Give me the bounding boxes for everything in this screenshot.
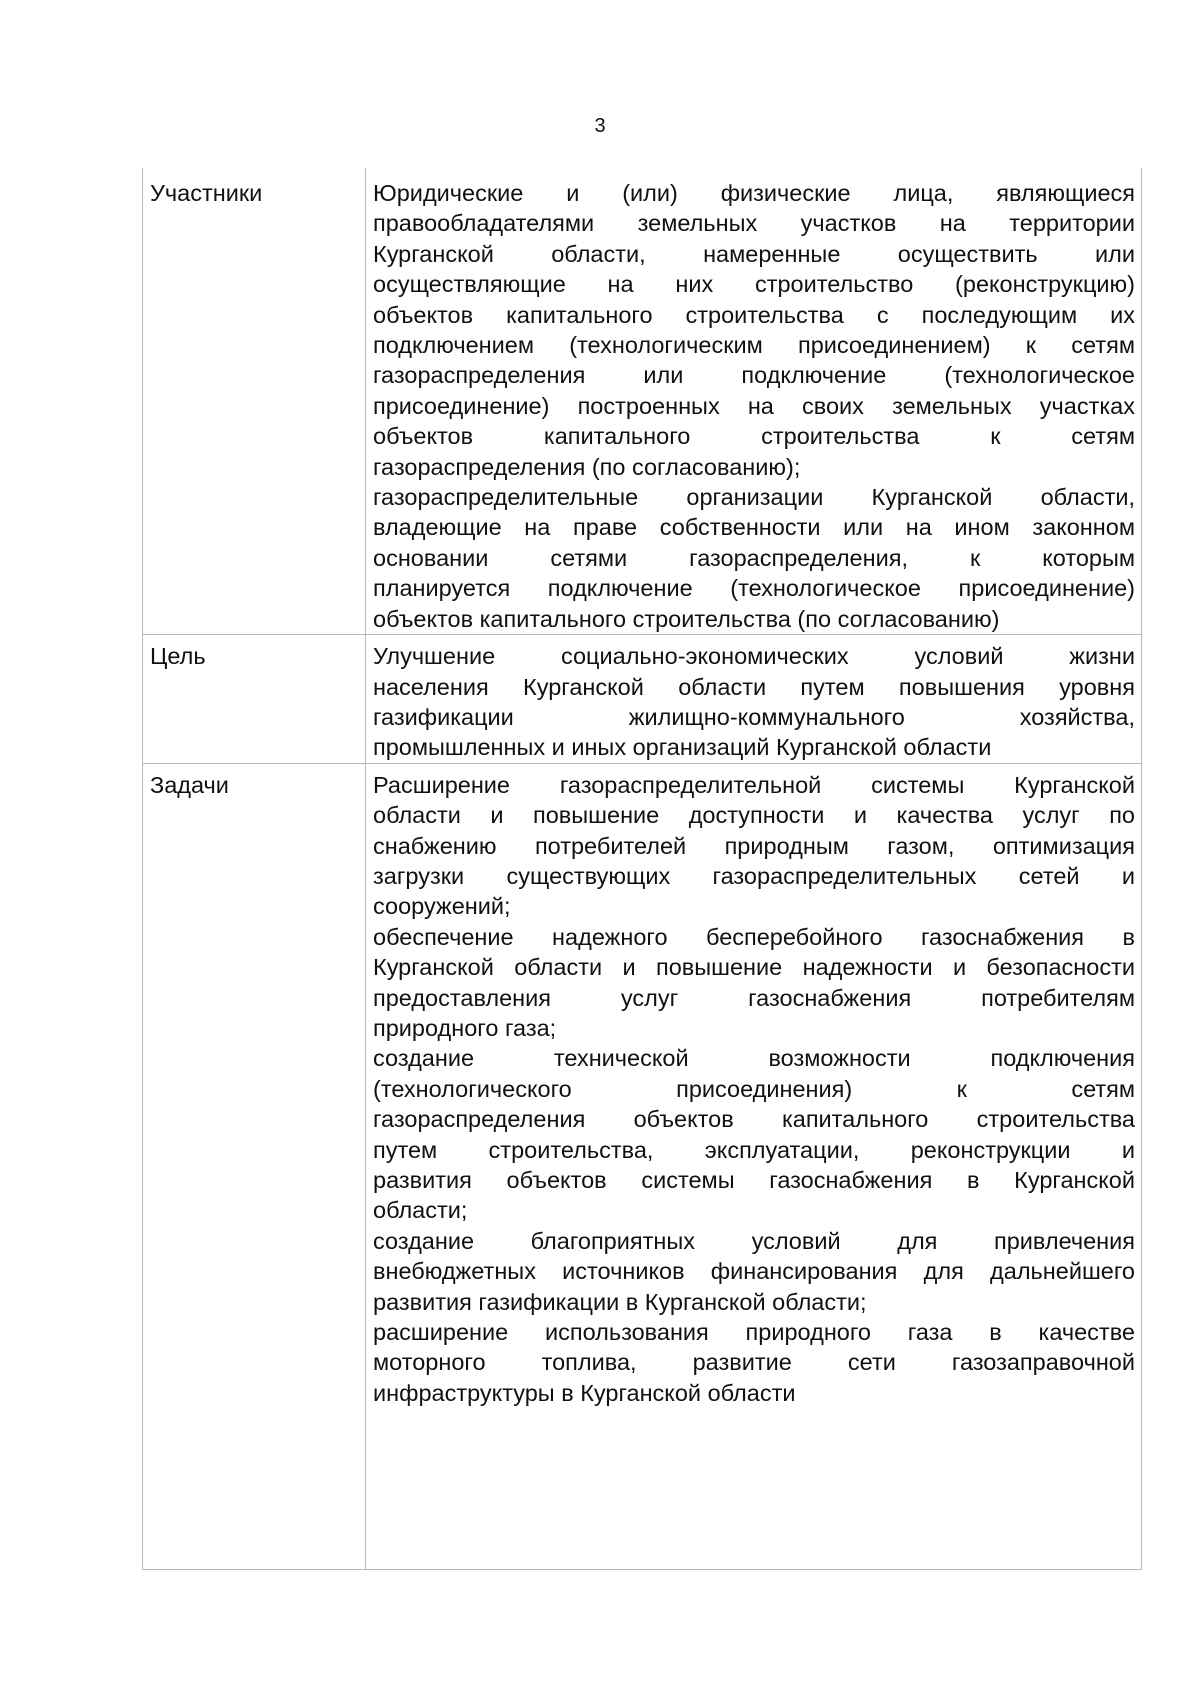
paragraph-line: основании сетями газораспределения, к которым [373, 544, 1135, 571]
content-paragraph [373, 482, 1135, 634]
paragraph-line: присоединение) построенных на своих земельных участках [373, 392, 1135, 419]
content-paragraph [373, 1226, 1135, 1317]
content-paragraph [373, 1317, 1135, 1408]
content-paragraph [373, 641, 1135, 763]
paragraph-line: планируется подключение (технологическое присоединение) [373, 575, 1135, 602]
paragraph-line: осуществляющие на них строительство (реконструкцию) [373, 271, 1135, 298]
row-content [366, 635, 1142, 764]
paragraph-line: (технологического присоединения) к сетям [373, 1075, 1135, 1102]
paragraph-line: предоставления услуг газоснабжения потребителям [373, 984, 1135, 1011]
row-label: Участники [143, 168, 366, 635]
paragraph-line: газораспределения или подключение (технологическое [373, 362, 1135, 389]
paragraph-line: создание благоприятных условий для привлечения [373, 1227, 1135, 1254]
paragraph-line: моторного топлива, развитие сети газозаправочной [373, 1349, 1135, 1376]
content-paragraph [373, 178, 1135, 482]
paragraph-line: создание технической возможности подключения [373, 1045, 1135, 1072]
paragraph-line: газораспределения (по согласованию); [373, 453, 801, 480]
paragraph-line: Курганской области, намеренные осуществить или [373, 240, 1135, 267]
paragraph-line: расширение использования природного газа в качестве [373, 1319, 1135, 1346]
paragraph-line: газификации жилищно-коммунального хозяйства, [373, 703, 1135, 730]
row-content [366, 763, 1142, 1569]
paragraph-line: владеющие на праве собственности или на ином законном [373, 514, 1135, 541]
paragraph-line: газораспределительные организации Курганской области, [373, 484, 1135, 511]
paragraph-line: промышленных и иных организаций Курганской области [373, 734, 992, 761]
paragraph-line: Расширение газораспределительной системы Курганской [373, 771, 1135, 798]
paragraph-line: Курганской области и повышение надежности и безопасности [373, 954, 1135, 981]
table-row-participants [143, 168, 1142, 635]
paragraph-line: сооружений; [373, 893, 511, 920]
paragraph-line: развития объектов системы газоснабжения в Курганской [373, 1167, 1135, 1193]
paragraph-line: внебюджетных источников финансирования для дальнейшего [373, 1258, 1135, 1285]
paragraph-line: объектов капитального строительства к сетям [373, 423, 1135, 450]
row-label: Задачи [143, 763, 366, 1569]
paragraph-line: природного газа; [373, 1014, 557, 1041]
content-paragraph [373, 770, 1135, 922]
paragraph-line: подключением (технологическим присоединением) к сетям [373, 332, 1135, 359]
row-content [366, 168, 1142, 635]
paragraph-line: инфраструктуры в Курганской области [373, 1379, 796, 1406]
paragraph-line: обеспечение надежного бесперебойного газоснабжения в [373, 923, 1135, 950]
table-row-goal [143, 635, 1142, 764]
row-label: Цель [143, 635, 366, 764]
paragraph-line: газораспределения объектов капитального строительства [373, 1106, 1135, 1133]
content-paragraph [373, 922, 1135, 1044]
paragraph-line: загрузки существующих газораспределительных сетей и [373, 862, 1135, 889]
paragraph-line: Юридические и (или) физические лица, являющиеся [373, 180, 1135, 206]
paragraph-line: области; [373, 1197, 468, 1224]
paragraph-line: путем строительства, эксплуатации, реконструкции и [373, 1136, 1135, 1163]
paragraph-line: объектов капитального строительства (по согласованию) [373, 605, 1000, 632]
paragraph-line: населения Курганской области путем повышения уровня [373, 673, 1135, 700]
paragraph-line: снабжению потребителей природным газом, оптимизация [373, 832, 1135, 859]
program-passport-table [142, 168, 1142, 1570]
paragraph-line: объектов капитального строительства с последующим их [373, 301, 1135, 328]
paragraph-line: правообладателями земельных участков на территории [373, 210, 1135, 237]
paragraph-line: Улучшение социально-экономических условий жизни [373, 643, 1135, 670]
content-paragraph [373, 1043, 1135, 1225]
table-row-tasks [143, 763, 1142, 1569]
paragraph-line: области и повышение доступности и качества услуг по [373, 802, 1135, 829]
paragraph-line: развития газификации в Курганской области; [373, 1288, 867, 1315]
page-number: 3 [594, 115, 606, 137]
